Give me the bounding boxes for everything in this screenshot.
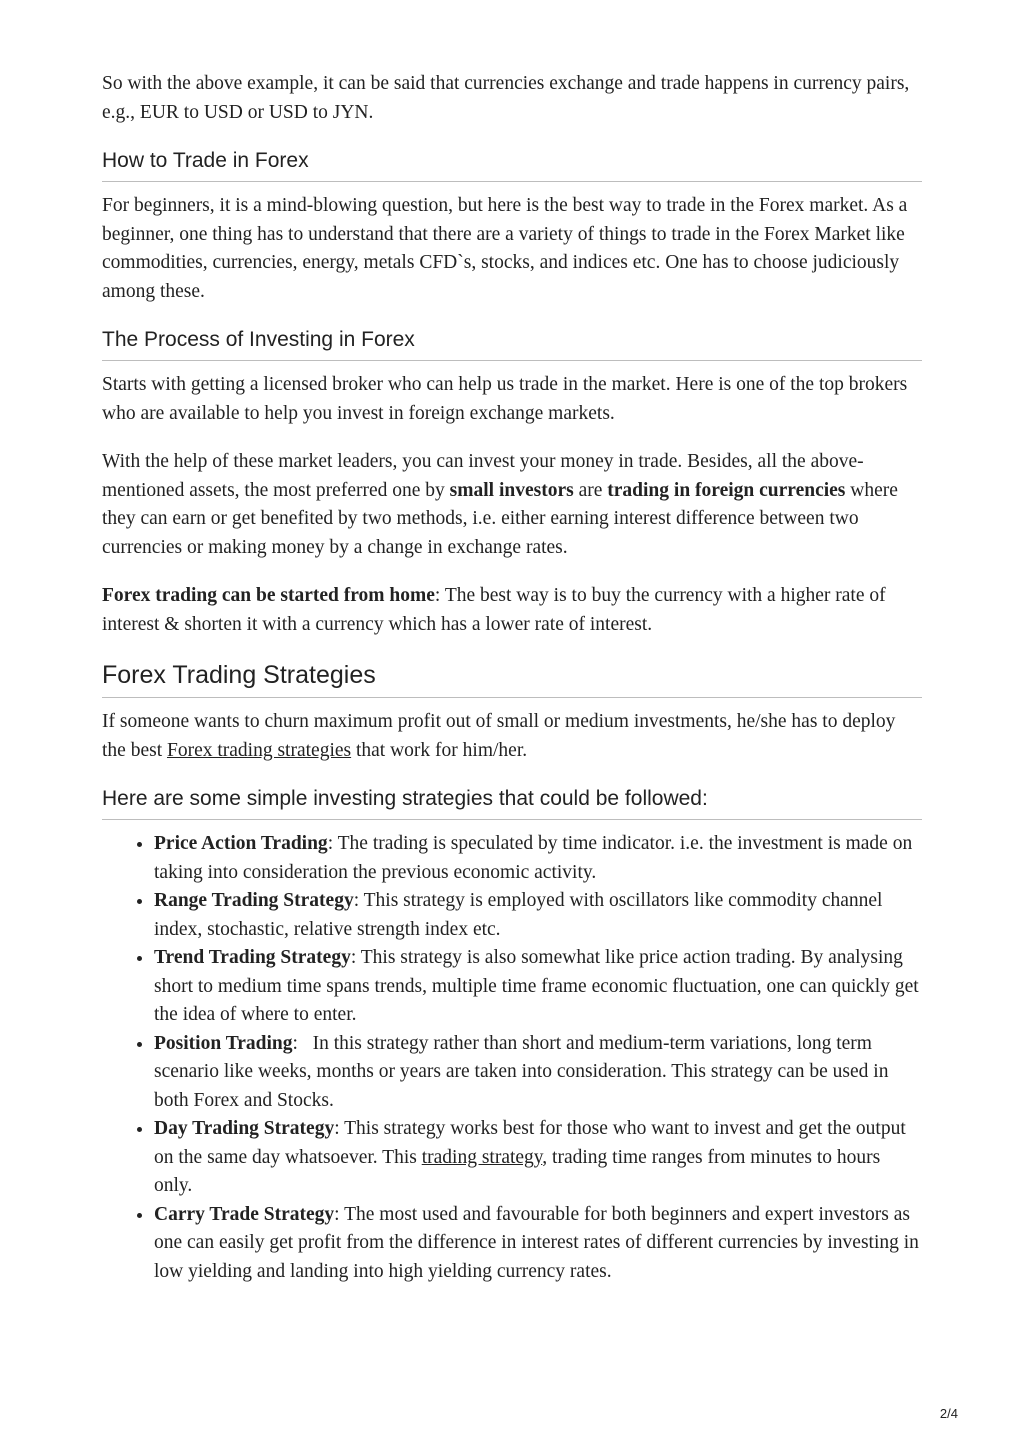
intro-paragraph: So with the above example, it can be said that currencies exchange and trade happens in currency pairs, e.g., EUR to USD or USD to JYN. xyxy=(102,73,910,123)
list-item xyxy=(154,830,922,887)
leaders-text-1: With the help of these market leaders, you can invest your money in trade. Besides, all the above-mentioned assets, the most preferred one by xyxy=(102,451,864,501)
list-item-text: : In this strategy rather than short and medium-term variations, long term scenario like weeks, months or years are taken into consideration. This strategy can be used in both Forex and Stocks. xyxy=(154,1032,894,1111)
list-item-text: : This strategy works best for those who want to invest and get the output on the same day whatsoever. This xyxy=(154,1118,906,1168)
heading-strategies: Forex Trading Strategies xyxy=(102,659,922,698)
strategies-paragraph xyxy=(102,708,922,765)
list-item-text: : This strategy is employed with oscillators like commodity channel index, stochastic, relative strength index etc. xyxy=(154,890,883,940)
leaders-text-2: are xyxy=(573,479,608,501)
home-text: : The best way is to buy the currency with a higher rate of interest & shorten it with a currency which has a lower rate of interest. xyxy=(102,585,886,635)
leaders-bold-1: small investors xyxy=(449,479,574,501)
list-item-title: Range Trading Strategy xyxy=(154,890,354,911)
heading-simple-strategies: Here are some simple investing strategies that could be followed: xyxy=(102,785,922,820)
leaders-bold-2: trading in foreign currencies xyxy=(607,479,846,501)
list-item-text: : This strategy is also somewhat like price action trading. By analysing short to medium time spans trends, multiple time frame economic fluctuation, one can quickly get the idea of where to enter. xyxy=(154,947,919,1025)
list-item-title: Price Action Trading xyxy=(154,833,328,854)
list-item xyxy=(154,1030,922,1116)
strategies-text-1: If someone wants to churn maximum profit out of small or medium investments, he/she has to deploy the best xyxy=(102,711,896,761)
heading-how-to-trade: How to Trade in Forex xyxy=(102,147,922,182)
list-item xyxy=(154,887,922,944)
leaders-paragraph xyxy=(102,448,922,562)
list-item-text: : The most used and favourable for both beginners and expert investors as one can easily get profit from the difference in interest rates of different currencies by investing in low yielding and landing into high yielding currency rates. xyxy=(154,1203,919,1282)
list-item-text: : The trading is speculated by time indicator. i.e. the investment is made on taking into consideration the previous economic activity. xyxy=(154,833,913,883)
home-paragraph xyxy=(102,582,922,639)
list-item-title: Day Trading Strategy xyxy=(154,1118,335,1139)
strategies-text-2: that work for him/her. xyxy=(351,739,528,761)
list-item-text-2: , trading time ranges from minutes to hours only. xyxy=(154,1146,881,1196)
process-paragraph: Starts with getting a licensed broker who can help us trade in the market. Here is one of the top brokers who are available to help you invest in foreign exchange markets. xyxy=(102,374,908,424)
list-item xyxy=(154,1201,922,1287)
forex-strategies-link[interactable]: Forex trading strategies xyxy=(166,739,352,761)
list-item xyxy=(154,1115,922,1201)
page-number: 2/4 xyxy=(939,1406,958,1421)
leaders-text-3: where they can earn or get benefited by two methods, i.e. either earning interest difference between two currencies or making money by a change in exchange rates. xyxy=(102,479,898,558)
list-item-title: Carry Trade Strategy xyxy=(154,1203,335,1225)
document-body xyxy=(102,70,922,1286)
strategies-list xyxy=(102,830,922,1286)
list-item xyxy=(154,944,922,1030)
heading-process: The Process of Investing in Forex xyxy=(102,326,922,361)
list-item-title: Trend Trading Strategy xyxy=(154,947,351,968)
trading-strategy-link[interactable]: trading strategy xyxy=(421,1146,543,1168)
how-to-paragraph: For beginners, it is a mind-blowing question, but here is the best way to trade in the Forex market. As a beginner, one thing has to understand that there are a variety of things to trade in the Forex Market like commodities, currencies, energy, metals CFD`s, stocks, and indices etc. One has to choose judiciously among these. xyxy=(102,195,908,302)
home-bold: Forex trading can be started from home xyxy=(102,585,435,606)
list-item-title: Position Trading xyxy=(154,1032,293,1054)
